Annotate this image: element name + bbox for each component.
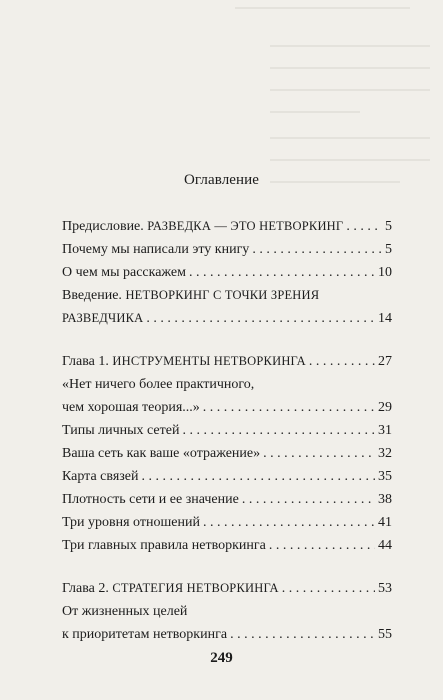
toc-entry-page: 35: [378, 469, 392, 484]
toc-entry-page: 10: [378, 265, 392, 280]
toc-entry: [62, 307, 392, 330]
toc-entry[interactable]: [62, 238, 392, 261]
toc-entry-title-line1: «Нет ничего более практичного,: [62, 377, 255, 392]
toc-entry[interactable]: [62, 261, 392, 284]
toc-entry-title: РАЗВЕДЧИКА: [62, 311, 144, 325]
toc-heading: Оглавление: [183, 172, 260, 188]
toc-entry-title: к приоритетам нетворкинга: [62, 627, 228, 642]
toc-entry-title-line1: Введение. НЕТВОРКИНГ С ТОЧКИ ЗРЕНИЯ: [62, 288, 320, 303]
toc-entry-multiline[interactable]: [62, 284, 392, 330]
dot-leader: [242, 488, 375, 511]
toc-entry-page: 5: [385, 219, 392, 234]
toc-entry-page: 31: [378, 423, 392, 438]
toc-group-chapter-1: [62, 350, 392, 557]
dot-leader: [309, 350, 375, 373]
toc-entry-multiline[interactable]: [62, 600, 392, 646]
dot-leader: [252, 238, 382, 261]
toc-entry-title-line1: От жизненных целей: [62, 604, 188, 619]
toc-entry[interactable]: [62, 350, 392, 373]
toc-entry-multiline[interactable]: [62, 373, 392, 419]
toc-entry-page: 27: [378, 354, 392, 369]
toc-entry[interactable]: [62, 465, 392, 488]
toc-entry[interactable]: [62, 419, 392, 442]
dot-leader: [269, 534, 375, 557]
dot-leader: [282, 577, 375, 600]
toc-entry[interactable]: [62, 442, 392, 465]
toc-entry-title: Почему мы написали эту книгу: [62, 242, 250, 257]
toc-entry-page: 38: [378, 492, 392, 507]
toc-entry-page: 41: [378, 515, 392, 530]
toc-entry-title: чем хорошая теория...»: [62, 400, 200, 415]
table-of-contents: [62, 215, 392, 666]
toc-entry: [62, 623, 392, 646]
dot-leader: [142, 465, 375, 488]
dot-leader: [230, 623, 375, 646]
toc-entry-title: Карта связей: [62, 469, 139, 484]
toc-entry-page: 32: [378, 446, 392, 461]
toc-entry-title: Ваша сеть как ваше «отражение»: [62, 446, 261, 461]
toc-entry: [62, 396, 392, 419]
toc-entry[interactable]: [62, 534, 392, 557]
toc-entry-page: 5: [385, 242, 392, 257]
toc-entry-title: Плотность сети и ее значение: [62, 492, 239, 507]
dot-leader: [346, 215, 382, 238]
toc-entry-title: Глава 2. СТРАТЕГИЯ НЕТВОРКИНГА: [62, 581, 279, 596]
toc-entry-page: 55: [378, 627, 392, 642]
toc-group-chapter-2: [62, 577, 392, 646]
dot-leader: [263, 442, 375, 465]
dot-leader: [182, 419, 375, 442]
dot-leader: [146, 307, 375, 330]
toc-entry-title: Предисловие. РАЗВЕДКА — ЭТО НЕТВОРКИНГ: [62, 219, 344, 234]
toc-entry-page: 29: [378, 400, 392, 415]
toc-entry-title: Глава 1. ИНСТРУМЕНТЫ НЕТВОРКИНГА: [62, 354, 306, 369]
toc-entry-title: О чем мы расскажем: [62, 265, 186, 280]
toc-entry-page: 53: [378, 581, 392, 596]
toc-entry-page: 14: [378, 311, 392, 326]
toc-entry[interactable]: [62, 577, 392, 600]
toc-entry[interactable]: [62, 488, 392, 511]
dot-leader: [203, 396, 375, 419]
dot-leader: [189, 261, 375, 284]
toc-entry[interactable]: [62, 511, 392, 534]
toc-entry-title: Типы личных сетей: [62, 423, 180, 438]
dot-leader: [203, 511, 375, 534]
toc-entry[interactable]: [62, 215, 392, 238]
page-number: 249: [210, 650, 233, 666]
toc-entry-page: 44: [378, 538, 392, 553]
toc-group-intro: [62, 215, 392, 330]
toc-entry-title: Три уровня отношений: [62, 515, 200, 530]
toc-entry-title: Три главных правила нетворкинга: [62, 538, 266, 553]
